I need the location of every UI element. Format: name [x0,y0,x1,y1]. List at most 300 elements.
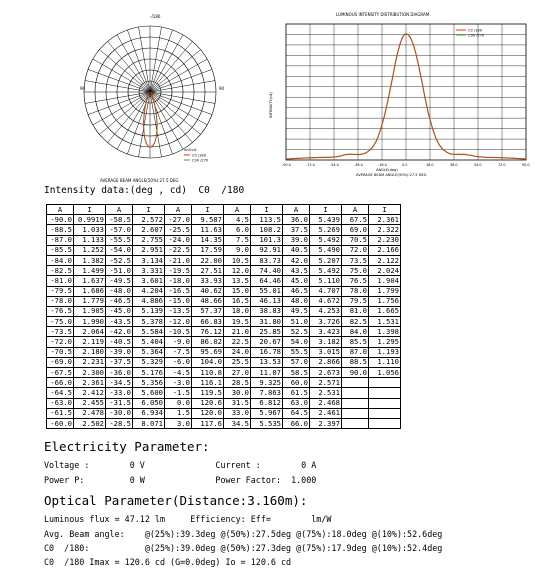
table-cell: -16.5 [165,286,192,296]
table-cell: 120.0 [192,408,224,418]
table-cell: 4.672 [310,296,342,306]
table-row [47,286,401,296]
table-cell: 5.535 [251,418,283,428]
table-cell: -61.5 [47,408,74,418]
table-cell: 42.0 [283,255,310,265]
table-cell: -7.5 [165,347,192,357]
table-cell: 2.571 [310,378,342,388]
table-cell: -66.0 [47,378,74,388]
table-header-cell: A [165,205,192,215]
table-cell: 1.665 [369,306,401,316]
table-cell: 83.73 [251,255,283,265]
table-cell: 7.5 [224,235,251,245]
table-cell: 25.5 [224,357,251,367]
table-cell: 2.397 [310,418,342,428]
cart-legend-c90: C90 /270 [468,33,485,38]
table-cell: 2.322 [369,225,401,235]
table-cell: 1.5 [165,408,192,418]
table-cell: 2.024 [369,266,401,276]
table-cell: -4.5 [165,368,192,378]
table-cell: 2.572 [133,215,165,225]
cart-x-tick-label: 72.0 [498,163,506,167]
cart-x-tick-label: 36.0 [450,163,458,167]
table-cell: 1.779 [74,296,106,306]
table-cell: 33.93 [192,276,224,286]
table-cell: 95.69 [192,347,224,357]
table-cell: -19.5 [165,266,192,276]
table-cell: 4.707 [310,286,342,296]
table-cell: -30.0 [106,408,133,418]
table-cell: -75.0 [47,317,74,327]
table-cell: -18.0 [165,276,192,286]
table-cell: 6.050 [133,398,165,408]
polar-intensity-chart [78,10,228,188]
table-cell: 87.0 [342,347,369,357]
table-cell: -21.0 [165,255,192,265]
polar-legend-c90: C90 /270 [192,158,209,163]
cart-x-tick-label: -90.0 [282,163,291,167]
table-cell: 2.361 [74,378,106,388]
table-cell: -67.5 [47,368,74,378]
table-row [47,418,401,428]
table-row [47,317,401,327]
table-cell: 6.812 [251,398,283,408]
table-cell: 66.0 [283,418,310,428]
table-cell: -24.0 [165,235,192,245]
table-cell: -6.0 [165,357,192,367]
table-cell: 1.637 [74,276,106,286]
table-cell: 45.0 [283,276,310,286]
table-cell: 117.6 [192,418,224,428]
table-cell: 46.13 [251,296,283,306]
table-cell: 1.756 [369,296,401,306]
table-row [47,368,401,378]
table-cell: 5.329 [133,357,165,367]
table-cell: -48.0 [106,286,133,296]
polar-top-label: -/180 [150,14,161,19]
table-cell: 4.5 [224,215,251,225]
table-cell: 2.412 [74,388,106,398]
table-cell: 31.80 [251,317,283,327]
table-cell: -72.0 [47,337,74,347]
table-cell: 5.490 [310,245,342,255]
table-cell: 3.331 [133,266,165,276]
table-cell: 55.5 [283,347,310,357]
table-cell: 2.478 [74,408,106,418]
table-cell: 4.253 [310,306,342,316]
table-cell: 3.182 [310,337,342,347]
table-cell: 63.0 [283,398,310,408]
table-row [47,215,401,225]
table-cell: 9.587 [192,215,224,225]
table-cell: -22.5 [165,245,192,255]
table-cell: 37.5 [283,225,310,235]
table-cell: 76.12 [192,327,224,337]
table-cell: 5.110 [310,276,342,286]
table-cell: -78.0 [47,296,74,306]
table-cell: 18.0 [224,306,251,316]
table-cell: 25.85 [251,327,283,337]
table-header-row [47,205,401,215]
table-cell: 12.0 [224,266,251,276]
table-cell: 31.5 [224,398,251,408]
table-cell: -25.5 [165,225,192,235]
polar-bottom-caption: AVERAGE BEAM ANGLE(50%):27.5 DEG [100,178,179,183]
table-row [47,306,401,316]
electricity-title: Electricity Parameter: [44,439,210,454]
polar-legend-title: unit:cd [184,148,197,152]
table-cell: 22.00 [192,255,224,265]
table-cell: -64.5 [47,388,74,398]
table-row [47,347,401,357]
table-row [47,388,401,398]
table-cell [342,408,369,418]
polar-legend-c0: C0 /180 [192,153,207,158]
table-cell: -54.0 [106,245,133,255]
table-cell: 2.455 [74,398,106,408]
table-cell: -9.0 [165,337,192,347]
table-cell: 2.531 [310,388,342,398]
table-cell: 17.59 [192,245,224,255]
table-row [47,255,401,265]
table-row [47,296,401,306]
table-cell [369,388,401,398]
table-cell: -27.0 [165,215,192,225]
table-cell: 27.51 [192,266,224,276]
table-cell: 1.799 [369,286,401,296]
table-cell: -10.5 [165,327,192,337]
table-cell: 8.071 [133,418,165,428]
table-header-cell: I [74,205,106,215]
table-cell: 5.139 [133,306,165,316]
table-cell: -37.5 [106,357,133,367]
table-cell: -70.5 [47,347,74,357]
optical-line-flux: Luminous flux = 47.12 lm Efficiency: Eff= lm/W [44,514,332,524]
cart-xlabel: ANGLE(deg) [376,168,398,172]
table-cell: 101.3 [251,235,283,245]
table-row [47,337,401,347]
table-cell: -63.0 [47,398,74,408]
table-cell: 1.686 [74,286,106,296]
table-cell: -79.5 [47,286,74,296]
table-cell: 2.122 [369,255,401,265]
table-cell: 3.423 [310,327,342,337]
cart-x-tick-label: -18.0 [378,163,387,167]
table-cell: 0.9919 [74,215,106,225]
table-cell: 2.755 [133,235,165,245]
table-cell: 5.600 [133,388,165,398]
table-header-cell: I [192,205,224,215]
table-row [47,276,401,286]
table-cell: 90.0 [342,368,369,378]
table-cell: 2.361 [369,215,401,225]
polar-left-label: 90 [80,86,86,91]
table-cell [369,418,401,428]
table-cell: 10.5 [224,255,251,265]
table-cell: 3.015 [310,347,342,357]
optical-line-c0-beam: C0 /180: @(25%):39.0deg @(50%):27.3deg @(75%):17.9deg @(10%):52.4deg [44,543,443,553]
table-cell: -42.0 [106,327,133,337]
table-cell: 2.866 [310,357,342,367]
table-cell: 3.0 [165,418,192,428]
table-cell: 2.468 [310,398,342,408]
table-cell: -43.5 [106,317,133,327]
table-cell: 5.364 [133,347,165,357]
table-header-cell: I [369,205,401,215]
table-cell: 16.5 [224,296,251,306]
table-cell [369,398,401,408]
table-cell: 1.193 [369,347,401,357]
cart-ylabel: INTENSITY(cd) [269,92,273,118]
table-cell: 5.176 [133,368,165,378]
table-cell: 119.5 [192,388,224,398]
table-header-cell: I [133,205,165,215]
cart-x-tick-label: -36.0 [354,163,363,167]
table-header-cell: I [251,205,283,215]
table-cell: 79.5 [342,296,369,306]
cart-x-ticks [282,163,530,167]
table-cell: -46.5 [106,296,133,306]
cart-x-tick-label: 18.0 [426,163,434,167]
table-cell: 5.967 [251,408,283,418]
table-cell: 69.0 [342,225,369,235]
table-cell: 2.502 [74,418,106,428]
table-cell: -45.0 [106,306,133,316]
table-cell: 74.40 [251,266,283,276]
table-cell: 48.0 [283,296,310,306]
table-cell: -52.5 [106,255,133,265]
table-cell: 46.5 [283,286,310,296]
table-cell: 2.231 [74,357,106,367]
table-cell: 14.35 [192,235,224,245]
table-cell: 22.5 [224,337,251,347]
cart-x-tick-label: 90.0 [522,163,530,167]
intensity-data-table [46,204,401,429]
table-cell: 3.726 [310,317,342,327]
table-cell: -58.5 [106,215,133,225]
table-row [47,266,401,276]
polar-grid [84,26,216,158]
table-cell [369,378,401,388]
table-cell [342,418,369,428]
table-cell: 2.230 [369,235,401,245]
table-cell: 5.584 [133,327,165,337]
optical-line-imax: C0 /180 Imax = 120.6 cd (G=0.0deg) Io = 120.6 cd [44,557,292,567]
table-cell: 2.180 [74,347,106,357]
table-cell: 66.83 [192,317,224,327]
table-cell: 1.056 [369,368,401,378]
table-cell: -3.0 [165,378,192,388]
table-cell: 54.0 [283,337,310,347]
table-cell: -87.0 [47,235,74,245]
table-cell: 5.378 [133,317,165,327]
electricity-line-voltage: Voltage : 0 V Current : 0 A [44,460,317,470]
table-cell [342,388,369,398]
table-cell: 5.356 [133,378,165,388]
table-cell: 20.67 [251,337,283,347]
table-cell: 24.0 [224,347,251,357]
table-header-cell: A [224,205,251,215]
table-cell: 1.033 [74,225,106,235]
table-cell: 3.134 [133,255,165,265]
table-cell: 4.204 [133,286,165,296]
table-cell: 2.119 [74,337,106,347]
table-cell: -84.0 [47,255,74,265]
cart-x-tick-label: -54.0 [330,163,339,167]
table-cell: 73.5 [342,255,369,265]
table-cell: 19.5 [224,317,251,327]
table-cell: 5.492 [310,266,342,276]
table-header-cell: A [106,205,133,215]
cart-x-tick-label: 54.0 [474,163,482,167]
table-cell: -88.5 [47,225,74,235]
table-cell: 1.904 [369,276,401,286]
table-cell: -33.0 [106,388,133,398]
table-cell: -73.5 [47,327,74,337]
table-cell: 48.66 [192,296,224,306]
table-cell: -82.5 [47,266,74,276]
table-row [47,398,401,408]
table-cell: 30.0 [224,388,251,398]
table-cell: 6.934 [133,408,165,418]
table-cell: 55.01 [251,286,283,296]
table-cell: 70.5 [342,235,369,245]
table-cell: 11.63 [192,225,224,235]
table-cell: 81.0 [342,306,369,316]
cart-grid [286,24,526,160]
table-cell: 85.5 [342,337,369,347]
electricity-line-power: Power P: 0 W Power Factor: 1.000 [44,475,317,485]
table-cell: -57.0 [106,225,133,235]
table-cell: -81.0 [47,276,74,286]
table-cell: 108.2 [251,225,283,235]
table-cell: 4.886 [133,296,165,306]
table-cell: 15.0 [224,286,251,296]
table-cell: 28.5 [224,378,251,388]
table-cell: 6.0 [224,225,251,235]
table-cell: 84.0 [342,327,369,337]
table-cell: 0.0 [165,398,192,408]
table-cell: 1.295 [369,337,401,347]
table-cell: 120.6 [192,398,224,408]
table-cell: 40.62 [192,286,224,296]
table-cell: 39.0 [283,235,310,245]
optical-line-avg-beam: Avg. Beam angle: @(25%):39.3deg @(50%):27.5deg @(75%):18.0deg @(10%):52.6deg [44,529,443,539]
table-cell: 51.0 [283,317,310,327]
polar-right-label: 90 [219,86,225,91]
table-cell: -36.0 [106,368,133,378]
table-cell: 1.382 [74,255,106,265]
table-cell: 7.863 [251,388,283,398]
table-cell: -69.0 [47,357,74,367]
table-cell: 86.02 [192,337,224,347]
table-cell: 5.207 [310,255,342,265]
table-cell: 5.439 [310,215,342,225]
table-header-cell: A [342,205,369,215]
table-row [47,245,401,255]
table-cell: 5.492 [310,235,342,245]
cart-x-tick-label: -72.0 [306,163,315,167]
table-cell: 43.5 [283,266,310,276]
table-cell: -39.0 [106,347,133,357]
table-cell: 72.0 [342,245,369,255]
table-cell: -15.0 [165,296,192,306]
table-cell: 49.5 [283,306,310,316]
table-cell: 2.166 [369,245,401,255]
table-cell: -90.0 [47,215,74,225]
table-cell: -85.5 [47,245,74,255]
table-cell: 34.5 [224,418,251,428]
table-cell: 1.499 [74,266,106,276]
table-cell: 113.5 [251,215,283,225]
table-cell: 1.398 [369,327,401,337]
table-header-cell: A [283,205,310,215]
table-cell: 2.461 [310,408,342,418]
table-cell: 92.91 [251,245,283,255]
table-cell: 2.673 [310,368,342,378]
cart-title: LUMINOUS INTENSITY DISTRIBUTION DIAGRAM [336,12,430,17]
table-header-cell: I [310,205,342,215]
table-cell [369,408,401,418]
table-cell: 1.252 [74,245,106,255]
table-cell: 33.0 [224,408,251,418]
table-cell: -12.0 [165,317,192,327]
table-cell: 57.37 [192,306,224,316]
table-cell [342,378,369,388]
table-cell: 88.5 [342,357,369,367]
table-cell [342,398,369,408]
table-cell: 3.601 [133,276,165,286]
table-cell: 116.1 [192,378,224,388]
table-cell: 64.5 [283,408,310,418]
table-cell: 27.0 [224,368,251,378]
optical-title: Optical Parameter(Distance:3.160m): [44,493,308,508]
table-cell: 2.064 [74,327,106,337]
table-body [47,215,401,429]
cart-bottom-caption: AVERAGE BEAM ANGLE(50%):27.5 DEG [356,173,427,177]
table-cell: 13.5 [224,276,251,286]
table-cell: 60.0 [283,378,310,388]
table-row [47,378,401,388]
table-cell: 76.5 [342,276,369,286]
table-cell: 1.905 [74,306,106,316]
table-cell: 57.0 [283,357,310,367]
table-cell: 21.0 [224,327,251,337]
table-cell: -13.5 [165,306,192,316]
table-cell: 40.5 [283,245,310,255]
table-cell: -34.5 [106,378,133,388]
table-cell: 1.133 [74,235,106,245]
cart-legend-c0: C0 /180 [468,28,483,33]
table-cell: 9.325 [251,378,283,388]
table-cell: 1.531 [369,317,401,327]
table-cell: -51.0 [106,266,133,276]
table-header-cell: A [47,205,74,215]
intensity-data-caption: Intensity data:(deg , cd) C0 /180 [44,185,245,196]
table-cell: 38.83 [251,306,283,316]
table-cell: 36.0 [283,215,310,225]
table-cell: 104.0 [192,357,224,367]
table-cell: 58.5 [283,368,310,378]
table-cell: -1.5 [165,388,192,398]
table-row [47,225,401,235]
table-row [47,327,401,337]
table-cell: 67.5 [342,215,369,225]
table-cell: 9.0 [224,245,251,255]
table-cell: 11.07 [251,368,283,378]
cart-x-tick-label: 0.0 [402,163,408,167]
table-cell: 16.78 [251,347,283,357]
